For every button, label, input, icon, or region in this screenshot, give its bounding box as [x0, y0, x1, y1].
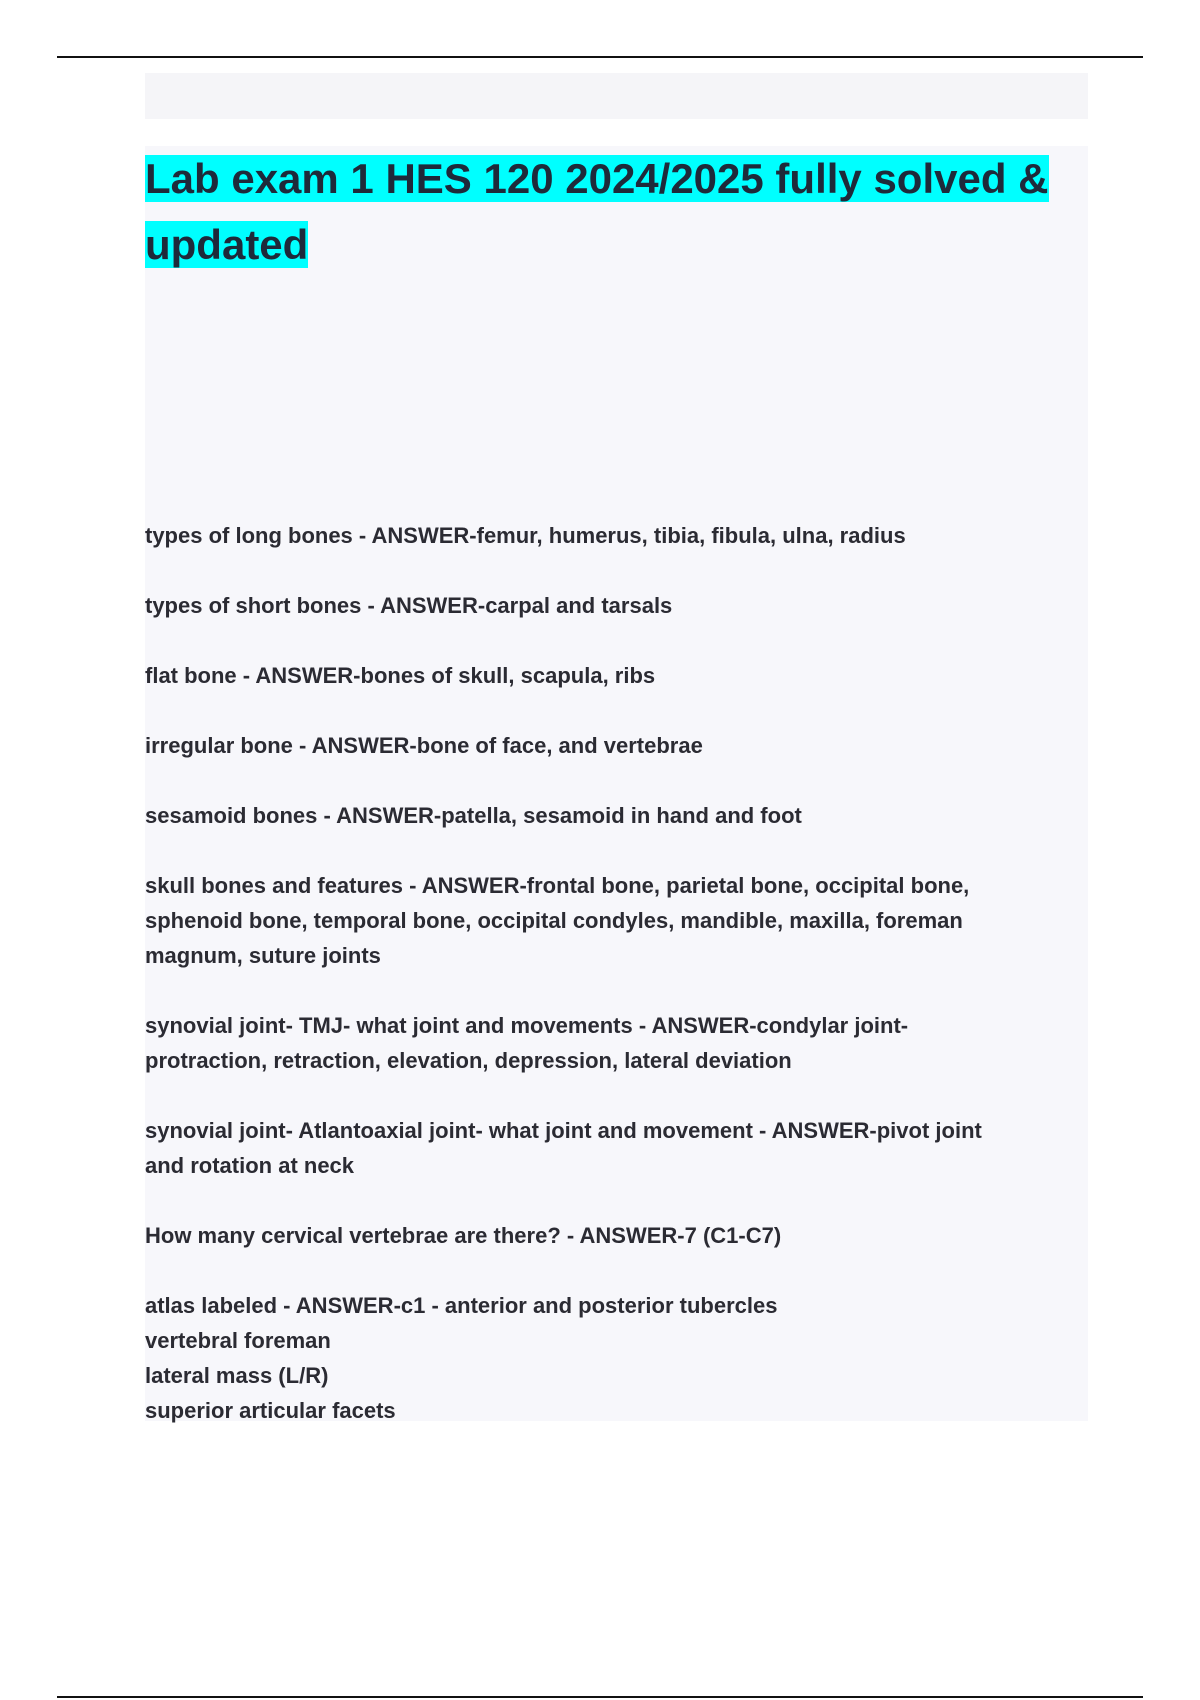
qa-item: How many cervical vertebrae are there? - ANSWER-7 (C1-C7) [145, 1223, 782, 1248]
header-band [145, 73, 1088, 119]
qa-item: types of long bones - ANSWER-femur, humerus, tibia, fibula, ulna, radius [145, 523, 906, 548]
bottom-rule [57, 1696, 1143, 1698]
qa-list [145, 518, 1088, 1428]
document-content [145, 146, 1088, 1421]
top-rule [57, 56, 1143, 58]
qa-item: skull bones and features - ANSWER-frontal bone, parietal bone, occipital bone, sphenoid bone, temporal bone, occipital condyles, mandible, maxilla, foreman magnum, suture joints [145, 873, 970, 968]
qa-item: sesamoid bones - ANSWER-patella, sesamoid in hand and foot [145, 803, 802, 828]
qa-item: atlas labeled - ANSWER-c1 - anterior and posterior tubercles vertebral foreman lateral mass (L/R) superior articular facets [145, 1293, 778, 1423]
qa-item: irregular bone - ANSWER-bone of face, and vertebrae [145, 733, 703, 758]
qa-item: synovial joint- TMJ- what joint and movements - ANSWER-condylar joint- protraction, retraction, elevation, depression, lateral deviation [145, 1013, 909, 1073]
qa-item: flat bone - ANSWER-bones of skull, scapula, ribs [145, 663, 656, 688]
qa-item: synovial joint- Atlantoaxial joint- what joint and movement - ANSWER-pivot joint and rotation at neck [145, 1118, 982, 1178]
document-title-text: Lab exam 1 HES 120 2024/2025 fully solved & updated [145, 155, 1049, 268]
qa-item: types of short bones - ANSWER-carpal and tarsals [145, 593, 673, 618]
document-title [145, 146, 1088, 278]
